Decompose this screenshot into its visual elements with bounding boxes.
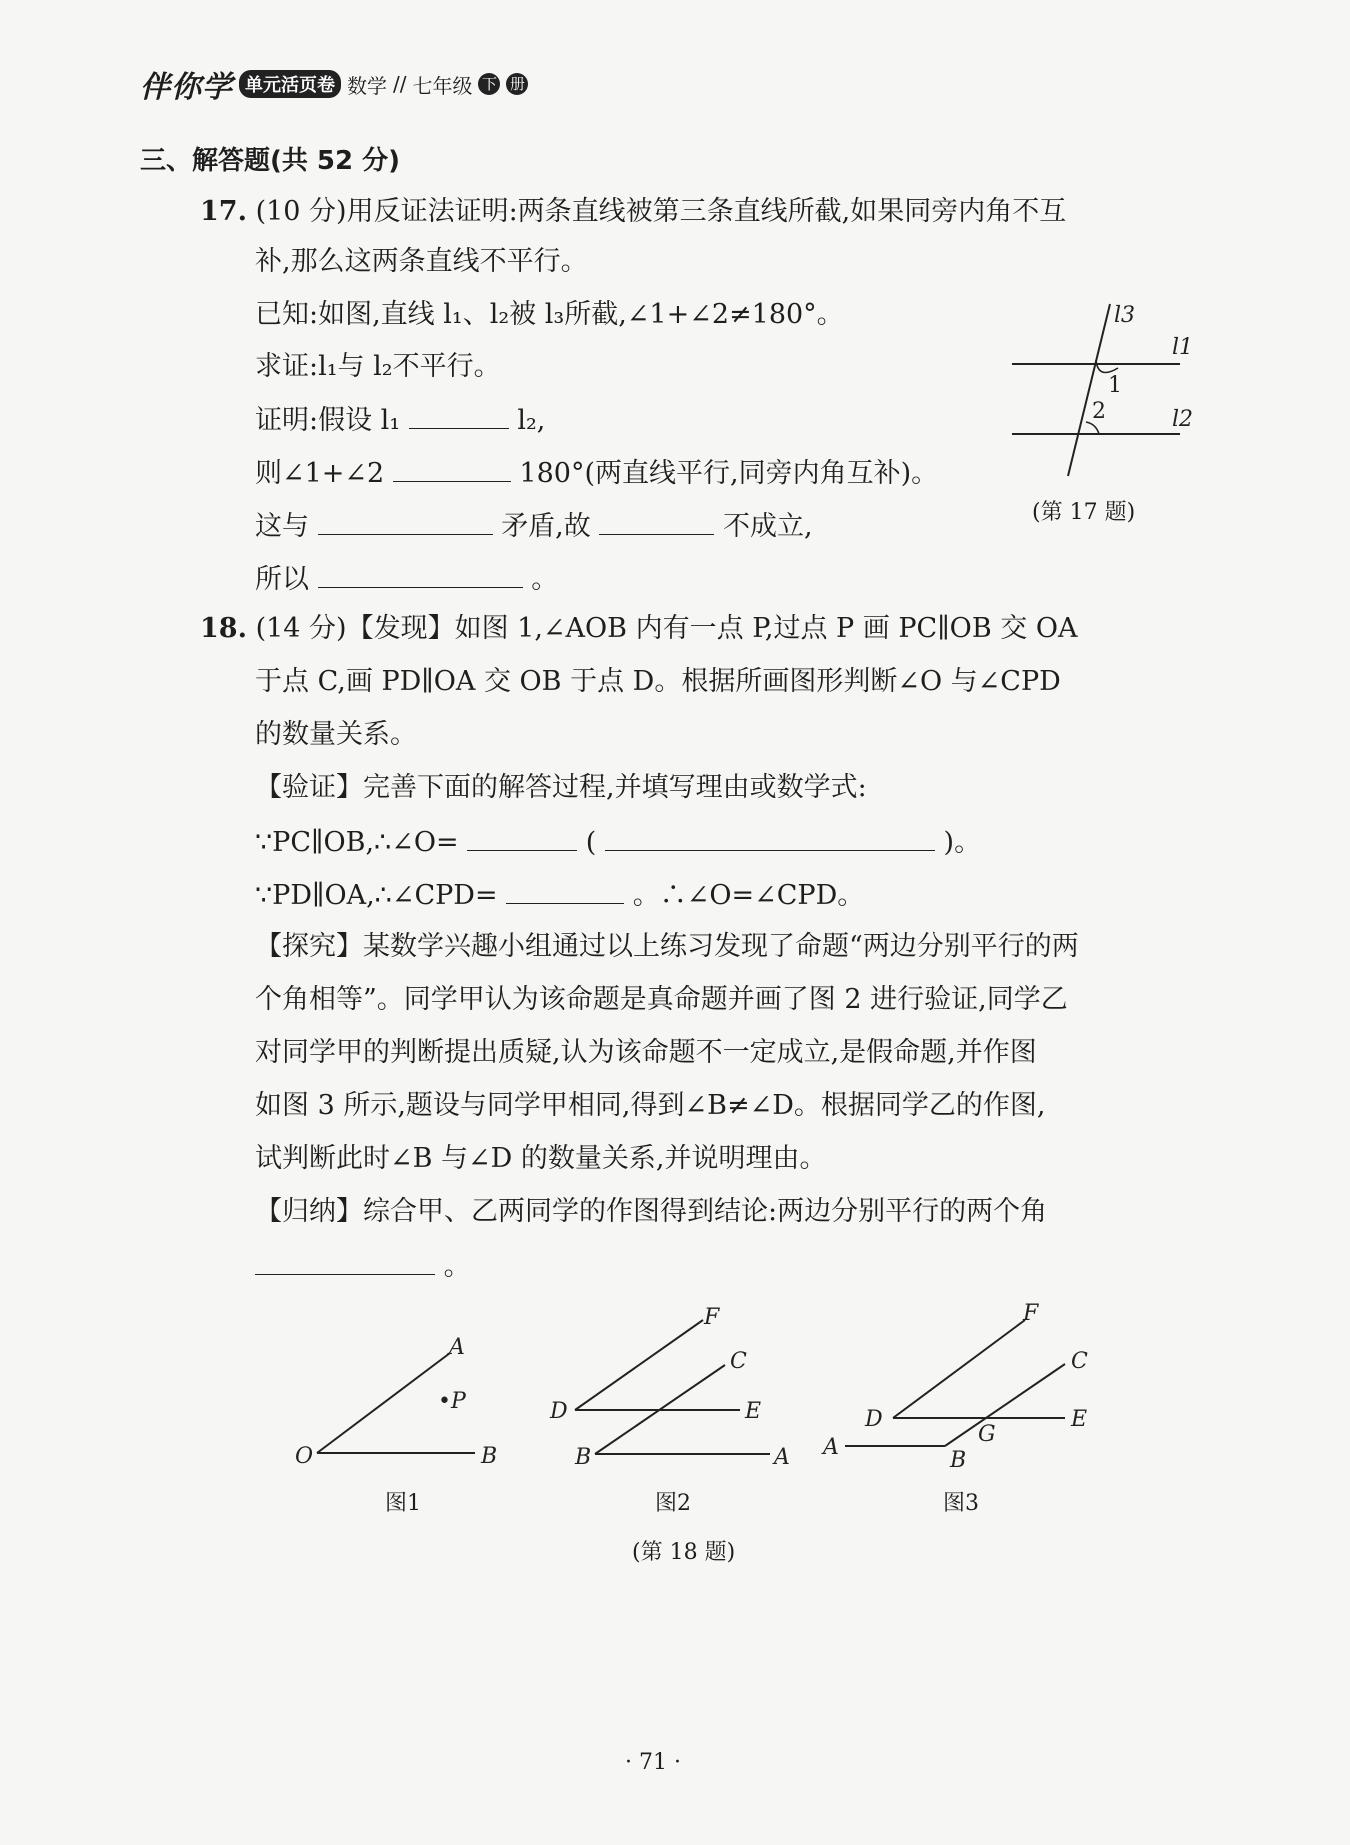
- q18-v1-text: ∵PC∥OB,∴∠O=: [255, 827, 459, 858]
- q18-explore-line4: 如图 3 所示,题设与同学甲相同,得到∠B≠∠D。根据同学乙的作图,: [255, 1090, 1046, 1121]
- q18-end-mark: 。: [443, 1251, 471, 1282]
- fig2-label-A: A: [774, 1445, 790, 1470]
- q17-contra-tail: 不成立,: [722, 511, 813, 542]
- label-l3: l3: [1114, 303, 1136, 328]
- line-l3: [1068, 304, 1110, 476]
- q17-line1: (10 分)用反证法证明:两条直线被第三条直线所截,如果同旁内角不互: [255, 196, 1067, 227]
- fig3-label-A: A: [823, 1435, 839, 1460]
- volume-badge: 下: [478, 73, 500, 95]
- q17-so-tail: 。: [531, 564, 559, 595]
- q17-then-tail: 180°(两直线平行,同旁内角互补)。: [519, 458, 939, 489]
- label-l2: l2: [1172, 407, 1194, 432]
- q17-blank-1[interactable]: [409, 402, 509, 429]
- q18-figure2: [540, 1300, 810, 1484]
- page-number: · 71 ·: [625, 1750, 681, 1775]
- ray-BC: [945, 1364, 1065, 1446]
- fig1-label-P: •P: [438, 1389, 466, 1414]
- ray-DF: [575, 1320, 703, 1410]
- angle1-label: 1: [1108, 373, 1122, 398]
- q18-blank-3[interactable]: [506, 877, 624, 904]
- fig1-caption: 图1: [385, 1491, 421, 1516]
- q18-v1-open: (: [585, 827, 597, 858]
- q17-proof-tail: l₂,: [517, 405, 546, 436]
- grade-label: 七年级: [412, 73, 473, 98]
- q18-summary-line: 【归纳】综合甲、乙两同学的作图得到结论:两边分别平行的两个角: [255, 1196, 1048, 1227]
- angle2-label: 2: [1092, 399, 1106, 424]
- q17-then-text: 则∠1+∠2: [255, 458, 385, 489]
- fig3-label-B: B: [950, 1448, 967, 1473]
- fig1-label-B: B: [481, 1444, 498, 1469]
- ray-DF: [893, 1320, 1025, 1418]
- fig1-label-O: O: [295, 1444, 314, 1469]
- q17-blank-4[interactable]: [599, 508, 714, 535]
- q18-summary-blank-line: [255, 1248, 471, 1284]
- q17-number: 17.: [200, 196, 247, 227]
- q18-blank-1[interactable]: [467, 824, 577, 851]
- page-header: [140, 62, 528, 106]
- q18-blank-4[interactable]: [255, 1248, 435, 1275]
- fig1-label-A: A: [449, 1335, 465, 1360]
- q18-v1-close: )。: [943, 827, 982, 858]
- q18-number: 18.: [200, 613, 247, 644]
- section-title: 三、解答题(共 52 分): [140, 146, 401, 176]
- fig2-caption: 图2: [655, 1491, 691, 1516]
- fig2-label-E: E: [745, 1399, 762, 1424]
- q18-v2-text: ∵PD∥OA,∴∠CPD=: [255, 880, 498, 911]
- q17-figure: [1000, 298, 1200, 482]
- q17-given: 已知:如图,直线 l₁、l₂被 l₃所截,∠1+∠2≠180°。: [255, 299, 844, 330]
- q17-so-line: [255, 561, 558, 597]
- q17-proof-line: [255, 402, 545, 438]
- series-badge: 单元活页卷: [239, 70, 341, 98]
- book-badge: 册: [506, 73, 528, 95]
- q18-explore-line3: 对同学甲的判断提出质疑,认为该命题不一定成立,是假命题,并作图: [255, 1037, 1037, 1068]
- fig2-label-C: C: [730, 1349, 747, 1374]
- fig2-label-D: D: [550, 1399, 568, 1424]
- q17-so-text: 所以: [255, 564, 309, 595]
- q18-figure3: [815, 1290, 1105, 1484]
- q17-blank-3[interactable]: [318, 508, 493, 535]
- q17-line2: 补,那么这两条直线不平行。: [255, 246, 588, 277]
- q17-caption: (第 17 题): [1032, 500, 1136, 525]
- fig2-label-F: F: [704, 1305, 720, 1330]
- q17-first-line: [200, 195, 1066, 229]
- fig3-caption: 图3: [943, 1491, 979, 1516]
- subject-label: 数学: [347, 73, 387, 98]
- fig3-label-C: C: [1071, 1349, 1088, 1374]
- q18-blank-2[interactable]: [605, 824, 935, 851]
- q18-explore-line5: 试判断此时∠B 与∠D 的数量关系,并说明理由。: [255, 1143, 827, 1174]
- q18-line1: (14 分)【发现】如图 1,∠AOB 内有一点 P,过点 P 画 PC∥OB 交 OA: [255, 613, 1078, 644]
- q18-explore-line2: 个角相等”。同学甲认为该命题是真命题并画了图 2 进行验证,同学乙: [255, 984, 1068, 1015]
- q17-then-line: [255, 455, 938, 491]
- q17-contra-text: 这与: [255, 511, 309, 542]
- ray-OA: [317, 1353, 450, 1453]
- angle1-arc: [1096, 360, 1118, 373]
- q18-verify-heading: 【验证】完善下面的解答过程,并填写理由或数学式:: [255, 772, 867, 803]
- q18-v2-tail: 。∴∠O=∠CPD。: [632, 880, 865, 911]
- fig3-label-D: D: [865, 1407, 883, 1432]
- q17-contra-mid: 矛盾,故: [501, 511, 591, 542]
- q18-first-line: [200, 612, 1077, 646]
- fig2-label-B: B: [575, 1445, 592, 1470]
- q18-figure-caption: (第 18 题): [632, 1540, 736, 1565]
- q18-verify-line1: [255, 824, 981, 860]
- fig3-label-E: E: [1071, 1407, 1088, 1432]
- q18-verify-line2: [255, 877, 864, 913]
- q18-explore-line1: 【探究】某数学兴趣小组通过以上练习发现了命题“两边分别平行的两: [255, 931, 1079, 962]
- fig3-label-G: G: [978, 1422, 996, 1447]
- q18-figure1: [285, 1310, 515, 1484]
- fig3-label-F: F: [1023, 1301, 1039, 1326]
- q17-prove: 求证:l₁与 l₂不平行。: [255, 351, 501, 382]
- q17-blank-2[interactable]: [393, 455, 511, 482]
- q18-line2: 于点 C,画 PD∥OA 交 OB 于点 D。根据所画图形判断∠O 与∠CPD: [255, 666, 1061, 697]
- label-l1: l1: [1172, 335, 1194, 360]
- q17-contra-line: [255, 508, 813, 544]
- q17-blank-5[interactable]: [318, 561, 523, 588]
- header-separator: //: [393, 72, 407, 96]
- q17-proof-text: 证明:假设 l₁: [255, 405, 401, 436]
- q18-line3: 的数量关系。: [255, 719, 417, 750]
- brand-title: 伴你学: [140, 70, 233, 105]
